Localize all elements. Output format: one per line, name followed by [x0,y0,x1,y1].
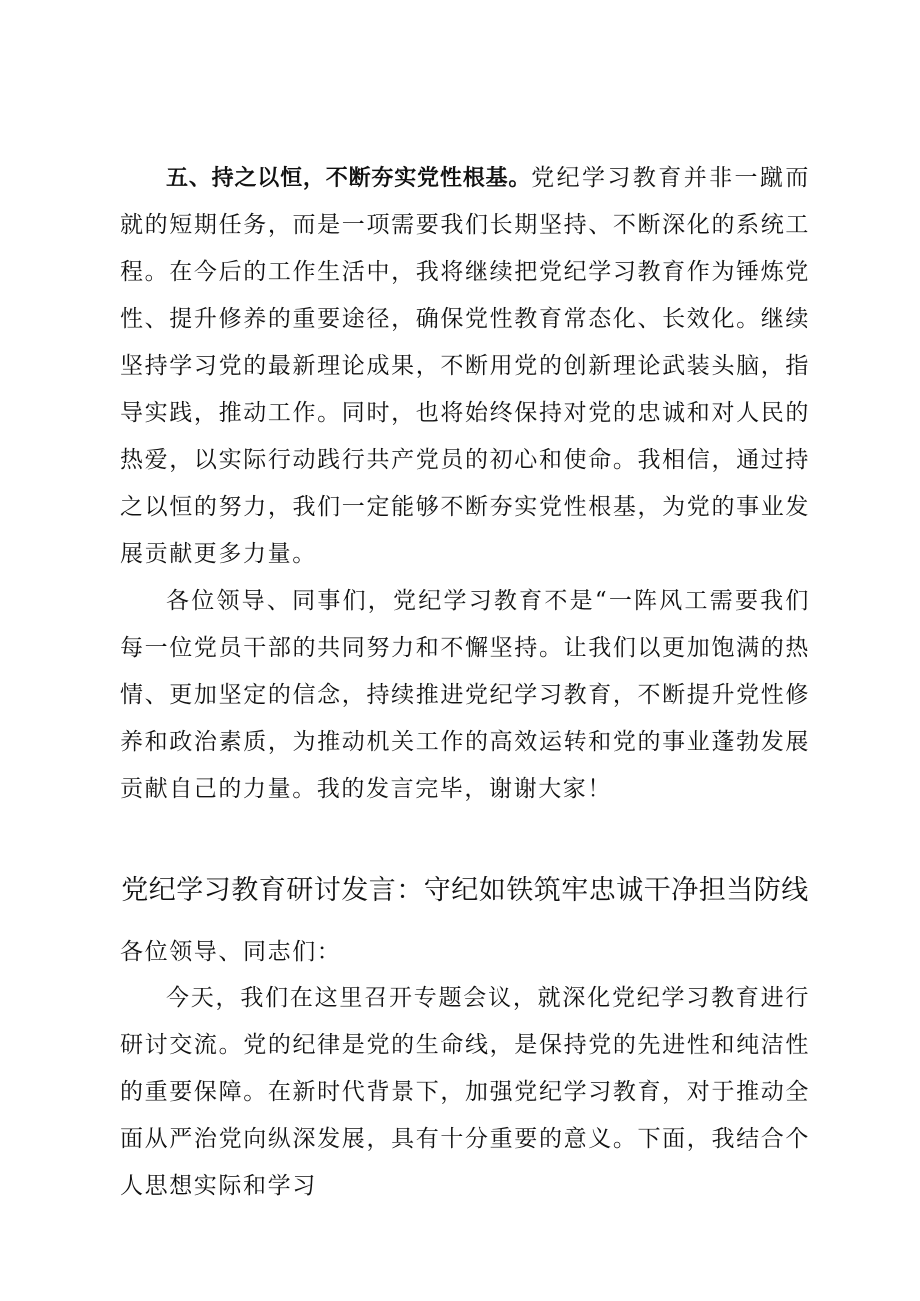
article-title: 党纪学习教育研讨发言：守纪如铁筑牢忠诚干净担当防线 [121,875,809,906]
greeting-line: 各位领导、同志们： [120,939,342,965]
section-five-text: 党纪学习教育并非一蹴而就的短期任务，而是一项需要我们长期坚持、不断深化的系统工程。在今后的工作生活中，我将继续把党纪学习教育作为锤炼党性、提升修养的重要途径，确保党性教育常态化、长效化。继续坚持学习党的最新理论成果，不断用党的创新理论武装头脑，指导实践，推动工作。同时，也将始终保持对党的忠诚和对人民的热爱，以实际行动践行共产党员的初心和使命。我相信，通过持之以恒的努力，我们一定能够不断夯实党性根基，为党的事业发展贡献更多力量。 [120,165,810,567]
section-five-heading: 五、持之以恒，不断夯实党性根基。 [166,166,532,191]
intro-paragraph: 今天，我们在这里召开专题会议，就深化党纪学习教育进行研讨交流。党的纪律是党的生命线，是保持党的先进性和纯洁性的重要保障。在新时代背景下，加强党纪学习教育，对于推动全面从严治党向纵深发展，具有十分重要的意义。下面，我结合个人思想实际和学习 [120,985,810,1199]
closing-paragraph: 各位领导、同事们，党纪学习教育不是“一阵风工需要我们每一位党员干部的共同努力和不懈坚持。让我们以更加饱满的热情、更加坚定的信念，持续推进党纪学习教育，不断提升党性修养和政治素质，为推动机关工作的高效运转和党的事业蓬勃发展贡献自己的力量。我的发言完毕，谢谢大家！ [120,588,810,802]
document-body [120,155,810,1210]
section-five-paragraph [120,155,810,578]
